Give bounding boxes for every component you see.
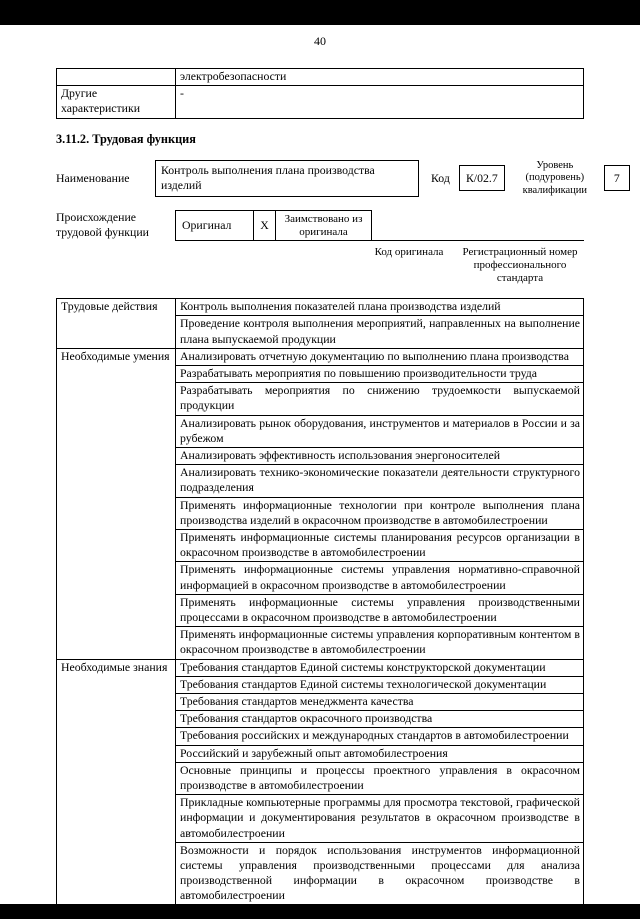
table-cell: Прикладные компьютерные программы для просмотра текстовой, графической информации и документирования результатов в окрасочном производстве в автомобилестроении <box>176 795 584 843</box>
main-table <box>56 298 584 906</box>
origin-row <box>56 210 584 241</box>
caption-spacer <box>56 246 362 285</box>
row-group-label-actions: Трудовые действия <box>57 299 176 349</box>
table-cell: Применять информационные системы управления производственными процессами в окрасочном производстве в автомобилестроении <box>176 594 584 626</box>
table-cell: Разрабатывать мероприятия по снижению трудоемкости выпускаемой продукции <box>176 383 584 415</box>
origin-table <box>175 210 372 241</box>
qualification-level-label: Уровень (подуровень) квалификации <box>522 159 588 196</box>
table-cell: Применять информационные системы управления корпоративным контентом в окрасочном производстве в автомобилестроении <box>176 627 584 659</box>
original-mark-cell: X <box>254 211 276 241</box>
table-cell: Разрабатывать мероприятия по повышению производительности труда <box>176 365 584 382</box>
page-content <box>56 25 620 906</box>
table-cell: Анализировать отчетную документацию по выполнению плана производства <box>176 348 584 365</box>
table-cell: Анализировать технико-экономические показатели деятельности структурного подразделения <box>176 465 584 497</box>
top-border-bar <box>0 0 640 25</box>
table-cell: Контроль выполнения показателей плана производства изделий <box>176 299 584 316</box>
table-cell: Требования стандартов окрасочного производства <box>176 711 584 728</box>
table-cell: Российский и зарубежный опыт автомобилестроения <box>176 745 584 762</box>
code-label: Код <box>431 170 450 185</box>
table-cell: - <box>176 86 584 118</box>
table-cell: электробезопасности <box>176 69 584 86</box>
original-cell: Оригинал <box>176 211 254 241</box>
bottom-border-bar <box>0 904 640 919</box>
row-group-label-knowledge: Необходимые знания <box>57 659 176 905</box>
original-code-caption: Код оригинала <box>374 246 444 259</box>
table-cell: Применять информационные системы планирования ресурсов организации в окрасочном производстве в автомобилестроении <box>176 529 584 561</box>
origin-underline <box>372 210 584 241</box>
table-row <box>57 299 584 316</box>
name-label: Наименование <box>56 170 130 185</box>
table-row <box>57 69 584 86</box>
table-cell: Основные принципы и процессы проектного управления в окрасочном производстве в автомобилестроении <box>176 762 584 794</box>
function-code-box: К/02.7 <box>459 165 505 191</box>
table-row <box>57 348 584 365</box>
table-cell: Применять информационные технологии при контроле выполнения плана производства изделий в окрасочном производстве в автомобилестроении <box>176 497 584 529</box>
table-cell: Требования российских и международных стандартов в автомобилестроении <box>176 728 584 745</box>
function-header-row <box>56 159 620 198</box>
table-cell: Требования стандартов Единой системы конструкторской документации <box>176 659 584 676</box>
borrowed-cell: Заимствовано из оригинала <box>276 211 372 241</box>
table-cell-empty <box>57 69 176 86</box>
registration-number-caption: Регистрационный номер профессионального стандарта <box>462 246 578 285</box>
section-heading: 3.11.2. Трудовая функция <box>56 131 196 146</box>
origin-label: Происхождение трудовой функции <box>56 210 149 240</box>
table-cell: Анализировать рынок оборудования, инструментов и материалов в России и за рубежом <box>176 415 584 447</box>
table-row <box>57 86 584 118</box>
table-cell: Требования стандартов менеджмента качества <box>176 693 584 710</box>
table-row <box>57 659 584 676</box>
row-group-label-skills: Необходимые умения <box>57 348 176 659</box>
table-row <box>176 211 372 241</box>
table-cell: Анализировать эффективность использования энергоносителей <box>176 447 584 464</box>
table-cell: Проведение контроля выполнения мероприятий, направленных на выполнение плана выпускаемой продукции <box>176 316 584 348</box>
table-cell: Возможности и порядок использования инструментов информационной системы управления производственными процессами для анализа производственной информации в окрасочном производстве в автомобилестроении <box>176 842 584 905</box>
previous-section-table <box>56 68 584 119</box>
row-label: Другие характеристики <box>57 86 176 118</box>
function-name-box: Контроль выполнения плана производства изделий <box>155 160 419 197</box>
table-cell: Требования стандартов Единой системы технологической документации <box>176 676 584 693</box>
qualification-level-box: 7 <box>604 165 630 191</box>
page-number: 40 <box>314 34 326 48</box>
origin-captions <box>56 246 584 285</box>
table-cell: Применять информационные системы управления нормативно-справочной информацией в окрасочном производстве в автомобилестроении <box>176 562 584 594</box>
